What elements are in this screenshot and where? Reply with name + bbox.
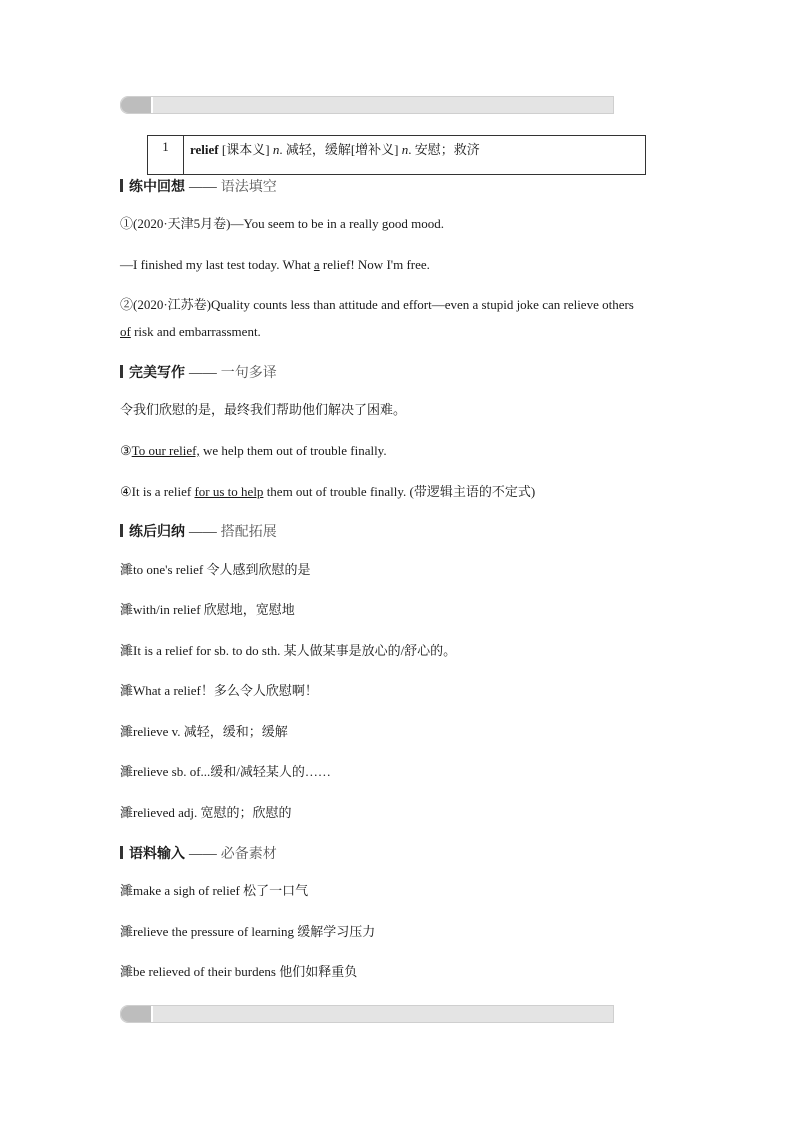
exercise-text: relief! Now I'm free. [319,257,430,272]
collocation-item [120,763,331,781]
exercise-1-reply [120,256,430,274]
section-heading-writing [120,363,277,381]
bullet-glyph: 濉 [120,764,134,779]
exercise-text: —I finished my last test today. What [120,257,314,272]
bullet-glyph: 濉 [120,964,134,979]
section-dash: —— [188,178,217,194]
section-title: 语料输入 [129,845,185,861]
exercise-text: we help them out of trouble finally. [199,443,387,458]
section-dash: —— [188,845,217,861]
collocation-text: to one's relief 令人感到欣慰的是 [133,562,311,577]
section-heading-materials [120,844,277,862]
exercise-answer-blank: for us to help [194,484,264,499]
bullet-glyph: 濉 [120,643,134,658]
exercise-text: them out of trouble finally. (带逻辑主语的不定式) [263,484,536,499]
collocation-text: It is a relief for sb. to do sth. 某人做某事是放心的/舒心的。 [133,643,457,658]
exercise-source: (2020·天津5月卷) [133,216,231,231]
material-item [120,963,357,981]
section-heading-collocations [120,522,277,540]
section-marker [120,524,123,537]
section-heading-review [120,177,277,195]
section-title: 完美写作 [129,364,185,380]
exercise-text: Quality counts less than attitude and effort—even a stupid joke can relieve others [211,297,634,312]
writing-prompt: 令我们欣慰的是，最终我们帮助他们解决了困难。 [120,402,407,417]
bullet-glyph: 濉 [120,562,134,577]
section-marker [120,846,123,859]
vocab-tag-1: [课本义] [221,142,270,157]
collocation-text: with/in relief 欣慰地，宽慰地 [133,602,295,617]
section-dash: —— [188,523,217,539]
section-title: 练后归纳 [129,523,185,539]
section-subtitle: 语法填空 [220,178,277,194]
bullet-glyph: 濉 [120,883,134,898]
bullet-glyph: 濉 [120,683,134,698]
exercise-text: It is a relief [131,484,195,499]
section-title: 练中回想 [129,178,185,194]
collocation-item [120,682,318,700]
exercise-1-question [120,215,444,233]
vocab-pos-1: n [272,142,280,157]
section-marker [120,179,123,192]
exercise-answer-blank: of [120,324,131,339]
exercise-source: (2020·江苏卷) [133,297,212,312]
section-subtitle: 一句多译 [220,364,277,380]
exercise-marker: ④ [120,484,132,499]
writing-answer-4 [120,483,535,501]
exercise-answer-blank: a [313,257,320,272]
footer-decor-bar [120,1005,614,1023]
section-subtitle: 搭配拓展 [220,523,277,539]
vocab-tag-2: [增补义] [350,142,399,157]
writing-answer-3 [120,442,387,460]
section-dash: —— [188,364,217,380]
vocab-pos-2: n [401,142,409,157]
collocation-text: What a relief！多么令人欣慰啊！ [133,683,318,698]
vocab-number: 1 [148,136,184,174]
section-subtitle: 必备素材 [220,845,277,861]
material-text: make a sigh of relief 松了一口气 [133,883,309,898]
exercise-2-continuation [120,323,261,341]
bullet-glyph: 濉 [120,924,134,939]
exercise-answer-blank: To our relief, [131,443,200,458]
collocation-item [120,804,292,822]
collocation-text: relieve sb. of...缓和/减轻某人的…… [133,764,331,779]
material-item [120,923,375,941]
exercise-2-question [120,296,634,314]
header-decor-bar [120,96,614,114]
vocab-word: relief [190,142,219,157]
header-bar-cap [121,97,153,113]
vocab-definition [184,136,486,174]
vocab-meaning-1: . 减轻，缓解 [279,142,351,157]
bullet-glyph: 濉 [120,602,134,617]
exercise-text: risk and embarrassment. [130,324,261,339]
exercise-marker: ③ [120,443,132,458]
exercise-marker: ② [120,297,134,312]
collocation-item [120,723,288,741]
vocab-meaning-2: . 安慰；救济 [408,142,480,157]
material-item [120,882,308,900]
bullet-glyph: 濉 [120,724,134,739]
section-marker [120,365,123,378]
collocation-text: relieved adj. 宽慰的；欣慰的 [133,805,292,820]
material-text: be relieved of their burdens 他们如释重负 [133,964,358,979]
bullet-glyph: 濉 [120,805,134,820]
vocab-entry-box [147,135,646,175]
collocation-text: relieve v. 减轻，缓和；缓解 [133,724,288,739]
exercise-text: —You seem to be in a really good mood. [230,216,445,231]
material-text: relieve the pressure of learning 缓解学习压力 [133,924,376,939]
collocation-item [120,642,456,660]
collocation-item [120,601,295,619]
exercise-marker: ① [120,216,134,231]
collocation-item [120,561,310,579]
footer-bar-cap [121,1006,153,1022]
